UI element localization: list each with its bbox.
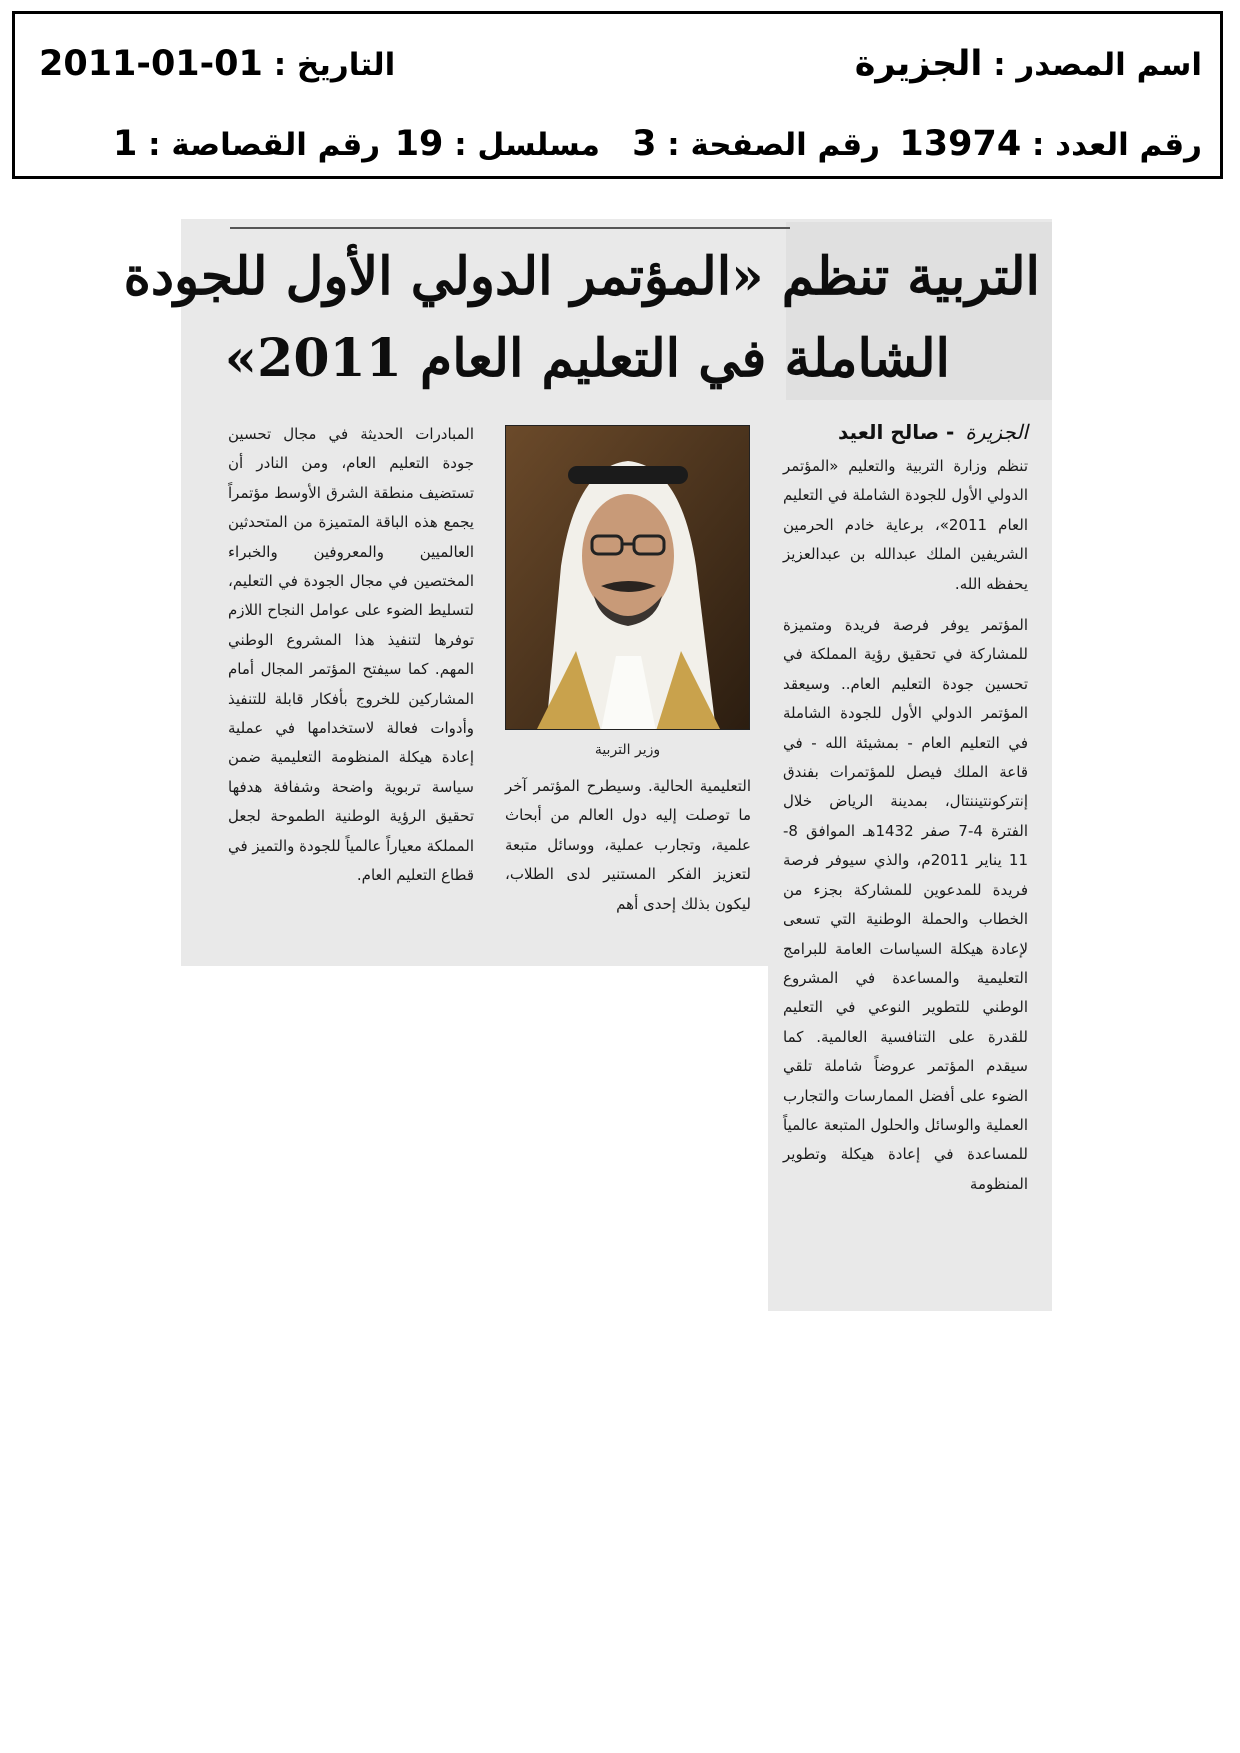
headline-line-2: الشاملة في التعليم العام 2011» — [224, 328, 950, 389]
page-label: رقم الصفحة : — [667, 127, 880, 163]
article-column-left — [228, 420, 474, 960]
clip-value: 1 — [113, 124, 138, 164]
serial-field — [395, 124, 600, 164]
issue-field — [899, 124, 1202, 164]
info-row-1 — [15, 44, 1220, 94]
byline-author: - صالح العيد — [837, 420, 955, 444]
date-label: التاريخ : — [273, 47, 396, 83]
source-value: الجزيرة — [854, 44, 983, 84]
clipping-info-box — [12, 11, 1223, 179]
paragraph-details: المؤتمر يوفر فرصة فريدة ومتميزة للمشاركة في تحقيق رؤية المملكة في تحسين جودة التعليم العام.. وسيعقد المؤتمر الدولي الأول للجودة الشاملة في التعليم العام - بمشيئة الله - في قاعة الملك فيصل للمؤتمرات بفندق إنتركونتيننتال، بمدينة الرياض خلال الفترة 4-7 صفر 1432هـ الموافق 8-11 يناير 2011م، والذي سيوفر فرصة فريدة للمدعوين للمشاركة بجزء من الخطاب والحملة الوطنية التي تسعى لإعادة هيكلة السياسات العامة للبرامج التعليمية والمساعدة في المشروع الوطني للتطوير النوعي في التعليم للقدرة على التنافسية العالمية. كما سيقدم المؤتمر عروضاً شاملة تلقي الضوء على أفضل الممارسات والتجارب العملية والوسائل والحلول المتبعة عالمياً للمساعدة في إعادة هيكلة وتطوير المنظومة — [783, 616, 1029, 1193]
article-column-middle — [505, 772, 751, 962]
clip-label: رقم القصاصة : — [148, 127, 381, 163]
byline-newspaper-logo: الجزيرة — [965, 420, 1028, 444]
page-value: 3 — [632, 124, 657, 164]
portrait-image-icon — [506, 426, 750, 730]
serial-label: مسلسل : — [454, 127, 600, 163]
date-field — [39, 44, 395, 84]
issue-value: 13974 — [899, 124, 1022, 164]
paragraph-intro: تنظم وزارة التربية والتعليم «المؤتمر الدولي الأول للجودة الشاملة في التعليم العام 2011»، برعاية خادم الحرمين الشريفين الملك عبدالله بن عبدالعزيز يحفظه الله. — [783, 457, 1028, 593]
photo-caption: وزير التربية — [594, 742, 661, 758]
serial-value: 19 — [394, 124, 444, 164]
issue-label: رقم العدد : — [1031, 127, 1202, 163]
headline-line-1: التربية تنظم «المؤتمر الدولي الأول للجودة — [123, 246, 1040, 307]
paragraph-middle: التعليمية الحالية. وسيطرح المؤتمر آخر ما توصلت إليه دول العالم من أبحاث علمية، وتجارب عملية، ووسائل متبعة لتعزيز الفكر المستنير لدى الطلاب، ليكون بذلك إحدى أهم — [505, 777, 751, 913]
date-value: 2011-01-01 — [39, 44, 263, 84]
page-field — [632, 124, 880, 164]
clip-field — [113, 124, 380, 164]
info-row-2 — [15, 124, 1220, 174]
top-rule-divider — [230, 227, 790, 229]
source-label: اسم المصدر : — [993, 47, 1202, 83]
article-column-right — [783, 452, 1028, 1282]
byline — [780, 420, 1028, 444]
source-field — [855, 44, 1202, 84]
minister-photo — [505, 425, 750, 730]
paragraph-left: المبادرات الحديثة في مجال تحسين جودة التعليم العام، ومن النادر أن تستضيف منطقة الشرق الأوسط مؤتمراً يجمع هذه الباقة المتميزة من المتحدثين العالميين والمعروفين والخبراء المختصين في مجال الجودة في التعليم، لتسليط الضوء على عوامل النجاح اللازم توفرها لتنفيذ هذا المشروع الوطني المهم. كما سيفتح المؤتمر المجال أمام المشاركين للخروج بأفكار قابلة للتنفيذ وأدوات فعالة لاستخدامها في عملية إعادة هيكلة المنظومة التعليمية ضمن سياسة تربوية واضحة وشفافة هدفها تحقيق الرؤية الوطنية الطموحة لجعل المملكة معياراً عالمياً للجودة والتميز في قطاع التعليم العام. — [227, 425, 474, 885]
